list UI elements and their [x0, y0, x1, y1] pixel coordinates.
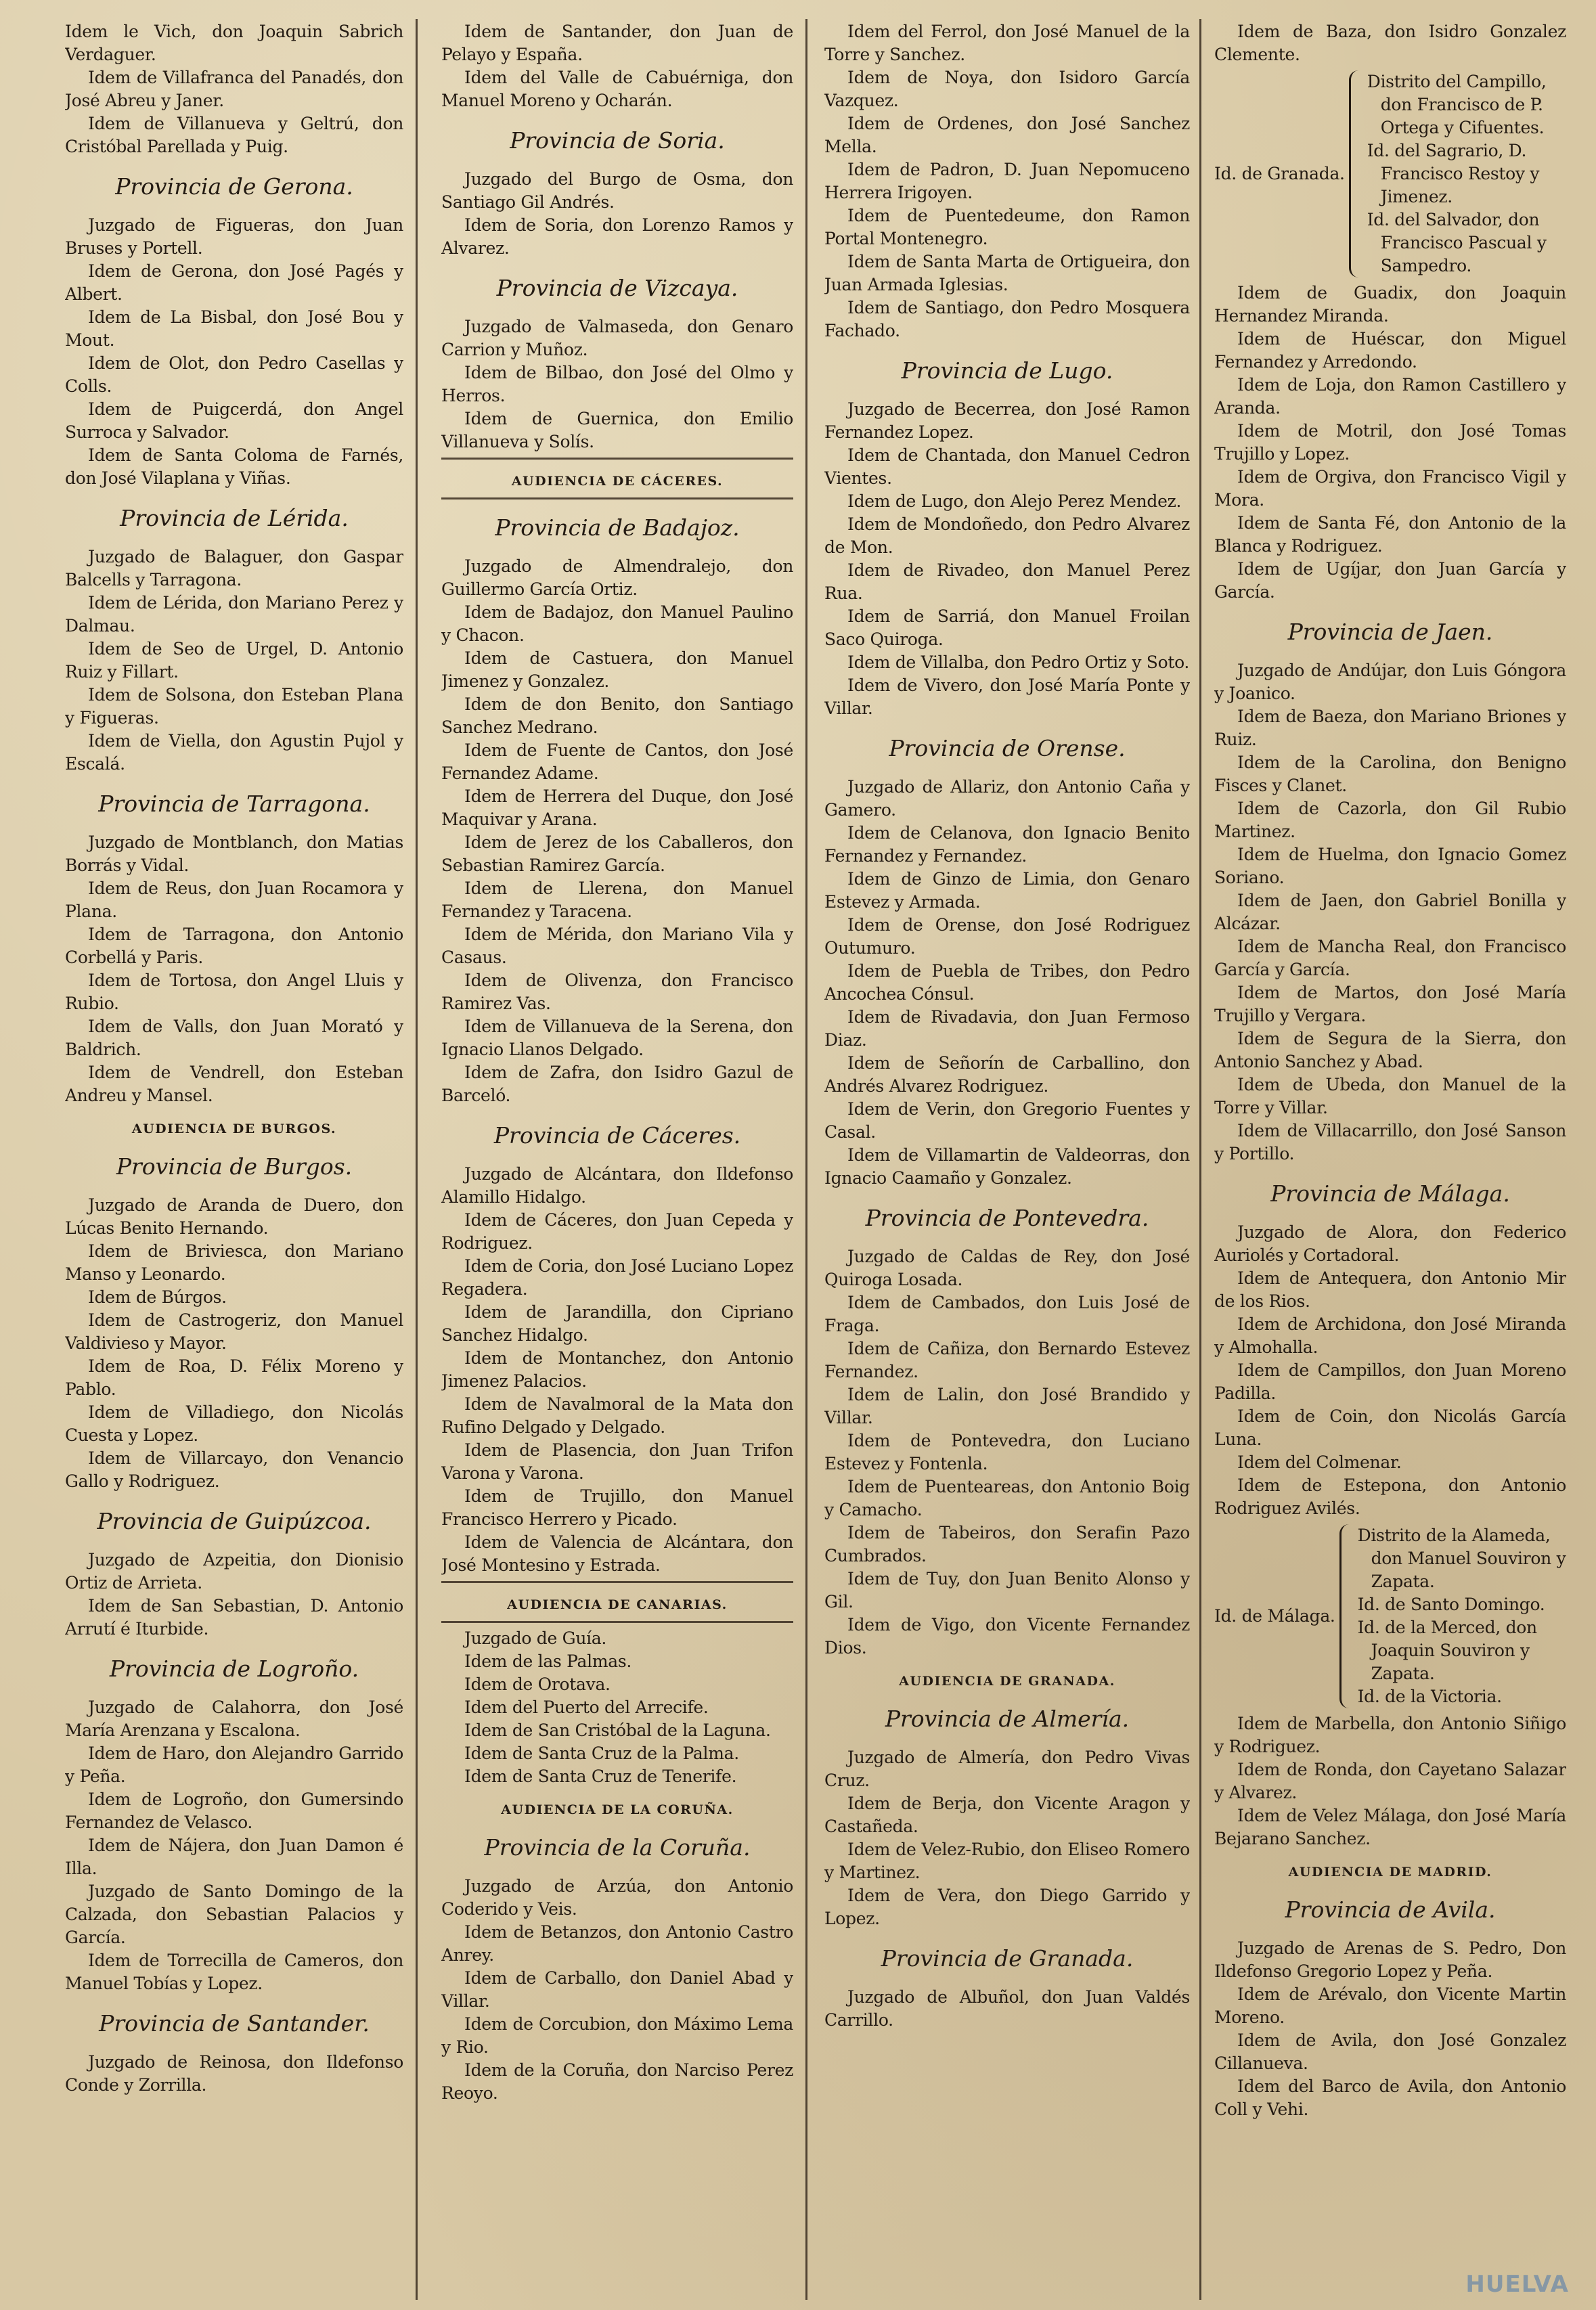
court-entry: Idem de Mondoñedo, don Pedro Alvarez de Mon. — [824, 514, 1190, 557]
court-entry: Idem de Celanova, don Ignacio Benito Fernandez y Fernandez. — [824, 823, 1190, 866]
district-list — [1367, 70, 1566, 277]
court-entry: Idem del Barco de Avila, don Antonio Coll y Vehi. — [1214, 2076, 1566, 2119]
court-entry: Juzgado de Almendralejo, don Guillermo García Ortiz. — [441, 556, 793, 599]
court-entry: Idem de Llerena, don Manuel Fernandez y Taracena. — [441, 879, 793, 921]
court-entry: Idem de las Palmas. — [464, 1651, 632, 1671]
court-entry: Juzgado de Allariz, don Antonio Caña y Gamero. — [824, 777, 1190, 820]
court-entry: Juzgado de Balaguer, don Gaspar Balcells y Tarragona. — [65, 547, 403, 590]
district-group — [1214, 70, 1566, 277]
court-entry: Idem de Segura de la Sierra, don Antonio Sanchez y Abad. — [1214, 1029, 1566, 1071]
court-entry: Idem de Villadiego, don Nicolás Cuesta y Lopez. — [65, 1402, 403, 1445]
court-entry: Idem de Herrera del Duque, don José Maquivar y Arana. — [441, 786, 793, 829]
court-entry: Idem de Villanueva y Geltrú, don Cristóbal Parellada y Puig. — [65, 114, 403, 156]
province-heading: Provincia de Santander. — [99, 2010, 370, 2037]
court-entry: Idem de Tabeiros, don Serafin Pazo Cumbrados. — [824, 1523, 1190, 1565]
court-entry: Idem de Reus, don Juan Rocamora y Plana. — [65, 879, 403, 921]
court-entry: Idem de Valencia de Alcántara, don José Montesino y Estrada. — [441, 1532, 793, 1575]
court-entry: Idem de Huéscar, don Miguel Fernandez y Arredondo. — [1214, 329, 1566, 372]
audiencia-heading: AUDIENCIA DE CANARIAS. — [507, 1597, 728, 1612]
court-entry: Idem de Villarcayo, don Venancio Gallo y Rodriguez. — [65, 1448, 403, 1491]
province-heading: Provincia de Orense. — [889, 735, 1126, 761]
court-entry: Idem le Vich, don Joaquin Sabrich Verdaguer. — [65, 22, 403, 64]
court-entry: Idem de Velez Málaga, don José María Bejarano Sanchez. — [1214, 1806, 1566, 1848]
column-rule — [416, 19, 418, 2300]
court-entry: Idem de Marbella, don Antonio Siñigo y Rodriguez. — [1214, 1714, 1566, 1756]
province-heading: Provincia de Málaga. — [1270, 1180, 1510, 1207]
court-entry: Idem de Bilbao, don José del Olmo y Herros. — [441, 363, 793, 405]
court-entry: Idem de Jerez de los Caballeros, don Sebastian Ramirez García. — [441, 832, 793, 875]
province-heading: Provincia de Soria. — [510, 127, 725, 154]
court-entry: Idem de Trujillo, don Manuel Francisco Herrero y Picado. — [441, 1486, 793, 1529]
court-entry: Idem de Olot, don Pedro Casellas y Colls. — [65, 353, 403, 396]
court-entry: Idem de Carballo, don Daniel Abad y Villar. — [441, 1968, 793, 2011]
court-entry: Idem de Seo de Urgel, D. Antonio Ruiz y Fillart. — [65, 639, 403, 682]
district-entry: Id. del Salvador, don Francisco Pascual y Sampedro. — [1367, 210, 1547, 275]
district-entry: Id. del Sagrario, D. Francisco Restoy y Jimenez. — [1367, 141, 1540, 206]
court-entry: Idem de Berja, don Vicente Aragon y Castañeda. — [824, 1794, 1190, 1836]
court-entry: Juzgado de Caldas de Rey, don José Quiroga Losada. — [824, 1247, 1190, 1289]
court-entry: Idem de Santa Cruz de Tenerife. — [464, 1767, 737, 1786]
court-entry: Idem de Puentedeume, don Ramon Portal Montenegro. — [824, 206, 1190, 248]
court-entry: Idem de Castuera, don Manuel Jimenez y Gonzalez. — [441, 648, 793, 691]
text-column-3 — [824, 20, 1190, 2301]
court-entry: Idem de Santa Coloma de Farnés, don José Vilaplana y Viñas. — [65, 445, 403, 488]
court-entry: Idem de Viella, don Agustin Pujol y Escalá. — [65, 731, 403, 774]
court-entry: Idem de Solsona, don Esteban Plana y Figueras. — [65, 685, 403, 728]
court-entry: Idem de Loja, don Ramon Castillero y Aranda. — [1214, 375, 1566, 418]
court-entry: Idem de Briviesca, don Mariano Manso y Leonardo. — [65, 1241, 403, 1284]
court-entry: Juzgado de Reinosa, don Ildefonso Conde y Zorrilla. — [65, 2052, 403, 2095]
court-entry: Idem de Puenteareas, don Antonio Boig y Camacho. — [824, 1477, 1190, 1519]
court-entry: Juzgado de Almería, don Pedro Vivas Cruz. — [824, 1748, 1190, 1790]
section-rule — [441, 458, 793, 460]
court-entry: Idem de Roa, D. Félix Moreno y Pablo. — [65, 1356, 403, 1399]
court-entry: Idem de San Sebastian, D. Antonio Arrutí é Iturbide. — [65, 1596, 403, 1639]
court-entry: Juzgado de Montblanch, don Matias Borrás y Vidal. — [65, 832, 403, 875]
province-heading: Provincia de Cáceres. — [493, 1122, 741, 1149]
court-entry: Idem de Arévalo, don Vicente Martin Moreno. — [1214, 1984, 1566, 2027]
court-entry: Idem de Campillos, don Juan Moreno Padilla. — [1214, 1360, 1566, 1403]
court-entry: Idem de Vendrell, don Esteban Andreu y Mansel. — [65, 1063, 403, 1105]
court-entry: Idem del Valle de Cabuérniga, don Manuel Moreno y Ocharán. — [441, 68, 793, 110]
court-entry: Idem de Lérida, don Mariano Perez y Dalmau. — [65, 593, 403, 636]
district-entry: Id. de la Victoria. — [1357, 1687, 1502, 1706]
court-entry: Idem de Plasencia, don Juan Trifon Varona y Varona. — [441, 1440, 793, 1483]
court-entry: Idem de Puigcerdá, don Angel Surroca y Salvador. — [65, 399, 403, 442]
court-entry: Idem del Colmenar. — [1237, 1452, 1402, 1472]
column-rule — [805, 19, 807, 2300]
court-entry: Idem de Búrgos. — [88, 1287, 227, 1307]
court-entry: Juzgado de Santo Domingo de la Calzada, don Sebastian Palacios y García. — [65, 1882, 403, 1947]
court-entry: Idem de Santander, don Juan de Pelayo y España. — [441, 22, 793, 64]
court-entry: Idem de Corcubion, don Máximo Lema y Rio. — [441, 2014, 793, 2057]
court-entry: Juzgado de Alora, don Federico Auriolés y Cortadoral. — [1214, 1222, 1566, 1265]
court-entry: Idem de Ginzo de Limia, don Genaro Estevez y Armada. — [824, 869, 1190, 912]
court-entry: Juzgado de Azpeitia, don Dionisio Ortiz de Arrieta. — [65, 1550, 403, 1593]
court-entry: Idem de Jaen, don Gabriel Bonilla y Alcázar. — [1214, 891, 1566, 933]
court-entry: Idem de Huelma, don Ignacio Gomez Soriano. — [1214, 845, 1566, 887]
section-rule — [441, 1621, 793, 1623]
court-entry: Idem de Soria, don Lorenzo Ramos y Alvarez. — [441, 215, 793, 258]
court-entry: Idem de Tarragona, don Antonio Corbellá y Paris. — [65, 925, 403, 967]
province-heading: Provincia de Avila. — [1285, 1896, 1496, 1923]
court-entry: Idem de Navalmoral de la Mata don Rufino Delgado y Delgado. — [441, 1394, 793, 1437]
court-entry: Idem de Mérida, don Mariano Vila y Casaus. — [441, 925, 793, 967]
court-entry: Idem de Ronda, don Cayetano Salazar y Alvarez. — [1214, 1760, 1566, 1802]
court-entry: Idem de Santa Fé, don Antonio de la Blanca y Rodriguez. — [1214, 513, 1566, 556]
court-entry: Idem de Padron, D. Juan Nepomuceno Herrera Irigoyen. — [824, 160, 1190, 202]
court-entry: Idem del Ferrol, don José Manuel de la Torre y Sanchez. — [824, 22, 1190, 64]
province-heading: Provincia de Gerona. — [115, 173, 353, 200]
district-entry: Id. de la Merced, don Joaquin Souviron y Zapata. — [1357, 1618, 1537, 1683]
district-entry: Distrito del Campillo, don Francisco de P. Ortega y Cifuentes. — [1367, 72, 1547, 137]
text-column-4 — [1214, 20, 1566, 2301]
province-heading: Provincia de Jaen. — [1287, 619, 1493, 645]
court-entry: Idem de Vivero, don José María Ponte y Villar. — [824, 675, 1190, 718]
court-entry: Idem de Guernica, don Emilio Villanueva y Solís. — [441, 409, 793, 451]
court-entry: Juzgado de Valmaseda, don Genaro Carrion y Muñoz. — [441, 317, 793, 359]
court-entry: Idem de Badajoz, don Manuel Paulino y Chacon. — [441, 602, 793, 645]
archive-stamp: HUELVA — [1465, 2271, 1569, 2298]
court-entry: Idem de Mancha Real, don Francisco García y García. — [1214, 937, 1566, 979]
province-heading: Provincia de Vizcaya. — [496, 275, 738, 301]
court-entry: Idem de Cáceres, don Juan Cepeda y Rodriguez. — [441, 1210, 793, 1253]
province-heading: Provincia de Badajoz. — [495, 514, 740, 541]
court-entry: Idem de Guadix, don Joaquin Hernandez Miranda. — [1214, 283, 1566, 326]
court-entry: Idem de Avila, don José Gonzalez Cillanueva. — [1214, 2030, 1566, 2073]
province-heading: Provincia de la Coruña. — [484, 1834, 751, 1861]
brace — [1349, 70, 1363, 277]
court-entry: Idem de Villanueva de la Serena, don Ignacio Llanos Delgado. — [441, 1017, 793, 1059]
court-entry: Idem de Betanzos, don Antonio Castro Anrey. — [441, 1922, 793, 1965]
court-entry: Idem de Chantada, don Manuel Cedron Vientes. — [824, 445, 1190, 488]
court-entry: Idem de la Carolina, don Benigno Fisces y Clanet. — [1214, 753, 1566, 795]
court-entry: Idem de Pontevedra, don Luciano Estevez y Fontenla. — [824, 1431, 1190, 1473]
court-entry: Idem de la Coruña, don Narciso Perez Reoyo. — [441, 2060, 793, 2103]
court-entry: Idem de Santa Cruz de la Palma. — [464, 1743, 739, 1763]
province-heading: Provincia de Lugo. — [901, 357, 1113, 384]
court-entry: Idem de Torrecilla de Cameros, don Manuel Tobías y Lopez. — [65, 1951, 403, 1993]
court-entry: Idem de Villamartin de Valdeorras, don Ignacio Caamaño y Gonzalez. — [824, 1145, 1190, 1188]
court-entry: Idem de Gerona, don José Pagés y Albert. — [65, 261, 403, 304]
province-heading: Provincia de Guipúzcoa. — [97, 1508, 372, 1534]
court-entry: Idem de Rivadavia, don Juan Fermoso Diaz. — [824, 1007, 1190, 1050]
section-rule — [441, 497, 793, 499]
court-entry: Idem de Zafra, don Isidro Gazul de Barceló. — [441, 1063, 793, 1105]
audiencia-heading: AUDIENCIA DE BURGOS. — [131, 1121, 337, 1136]
court-entry: Idem de San Cristóbal de la Laguna. — [464, 1720, 771, 1740]
court-entry: Idem del Puerto del Arrecife. — [464, 1697, 709, 1717]
audiencia-heading: AUDIENCIA DE CÁCERES. — [511, 474, 724, 489]
court-entry: Idem de Cazorla, don Gil Rubio Martinez. — [1214, 799, 1566, 841]
court-entry: Idem de Vera, don Diego Garrido y Lopez. — [824, 1886, 1190, 1928]
court-entry: Idem de Lugo, don Alejo Perez Mendez. — [847, 491, 1182, 511]
province-heading: Provincia de Lérida. — [120, 505, 349, 531]
audiencia-heading: AUDIENCIA DE MADRID. — [1288, 1865, 1492, 1880]
court-entry: Idem de Ordenes, don José Sanchez Mella. — [824, 114, 1190, 156]
court-entry: Idem de don Benito, don Santiago Sanchez Medrano. — [441, 694, 793, 737]
court-entry: Idem de Ubeda, don Manuel de la Torre y Villar. — [1214, 1075, 1566, 1117]
court-entry: Idem de Haro, don Alejandro Garrido y Peña. — [65, 1743, 403, 1786]
text-column-1 — [65, 20, 403, 2301]
district-group-label: Id. de Granada. — [1214, 164, 1345, 183]
district-group — [1214, 1524, 1566, 1708]
province-heading: Provincia de Burgos. — [116, 1153, 353, 1180]
court-entry: Idem de Coin, don Nicolás García Luna. — [1214, 1406, 1566, 1449]
court-entry: Idem de La Bisbal, don José Bou y Mout. — [65, 307, 403, 350]
court-entry: Idem de Baza, don Isidro Gonzalez Clemente. — [1214, 22, 1566, 64]
court-entry: Idem de Vigo, don Vicente Fernandez Dios. — [824, 1615, 1190, 1658]
court-entry: Idem de Tuy, don Juan Benito Alonso y Gil. — [824, 1569, 1190, 1612]
court-entry: Idem de Ugíjar, don Juan García y García. — [1214, 559, 1566, 602]
court-entry: Idem de Puebla de Tribes, don Pedro Ancochea Cónsul. — [824, 961, 1190, 1004]
audiencia-heading: AUDIENCIA DE LA CORUÑA. — [501, 1802, 734, 1817]
court-entry: Idem de Orense, don José Rodriguez Outumuro. — [824, 915, 1190, 958]
district-entry: Distrito de la Alameda, don Manuel Souviron y Zapata. — [1357, 1526, 1566, 1591]
court-entry: Idem de Antequera, don Antonio Mir de los Rios. — [1214, 1268, 1566, 1311]
court-entry: Idem de Olivenza, don Francisco Ramirez Vas. — [441, 971, 793, 1013]
court-entry: Idem de Castrogeriz, don Manuel Valdivieso y Mayor. — [65, 1310, 403, 1353]
court-entry: Idem de Cambados, don Luis José de Fraga. — [824, 1293, 1190, 1335]
court-entry: Idem de Villafranca del Panadés, don José Abreu y Janer. — [65, 68, 403, 110]
court-entry: Idem de Nájera, don Juan Damon é Illa. — [65, 1836, 403, 1878]
court-entry: Idem de Verin, don Gregorio Fuentes y Casal. — [824, 1099, 1190, 1142]
province-heading: Provincia de Logroño. — [109, 1656, 359, 1682]
court-entry: Idem de Lalin, don José Brandido y Villar. — [824, 1385, 1190, 1427]
province-heading: Provincia de Tarragona. — [98, 791, 370, 817]
court-entry: Idem de Motril, don José Tomas Trujillo y Lopez. — [1214, 421, 1566, 464]
court-entry: Idem de Santiago, don Pedro Mosquera Fachado. — [824, 298, 1190, 340]
court-entry: Juzgado de Albuñol, don Juan Valdés Carrillo. — [824, 1987, 1190, 2030]
court-entry: Juzgado de Arenas de S. Pedro, Don Ildefonso Gregorio Lopez y Peña. — [1214, 1938, 1566, 1981]
court-entry: Idem de Baeza, don Mariano Briones y Ruiz. — [1214, 707, 1566, 749]
court-entry: Idem de Jarandilla, don Cipriano Sanchez Hidalgo. — [441, 1302, 793, 1345]
court-entry: Juzgado de Figueras, don Juan Bruses y Portell. — [65, 215, 403, 258]
court-entry: Juzgado de Guía. — [464, 1628, 607, 1648]
court-entry: Idem de Cañiza, don Bernardo Estevez Fernandez. — [824, 1339, 1190, 1381]
province-heading: Provincia de Granada. — [881, 1945, 1134, 1972]
province-heading: Provincia de Almería. — [885, 1706, 1130, 1732]
court-entry: Idem de Señorín de Carballino, don Andrés Alvarez Rodriguez. — [824, 1053, 1190, 1096]
court-entry: Idem de Santa Marta de Ortigueira, don Juan Armada Iglesias. — [824, 252, 1190, 294]
court-entry: Juzgado de Calahorra, don José María Arenzana y Escalona. — [65, 1697, 403, 1740]
court-entry: Juzgado de Alcántara, don Ildefonso Alamillo Hidalgo. — [441, 1164, 793, 1207]
province-heading: Provincia de Pontevedra. — [865, 1205, 1149, 1231]
court-entry: Juzgado de Aranda de Duero, don Lúcas Benito Hernando. — [65, 1195, 403, 1238]
court-entry: Idem de Fuente de Cantos, don José Fernandez Adame. — [441, 740, 793, 783]
court-entry: Idem de Martos, don José María Trujillo y Vergara. — [1214, 983, 1566, 1025]
court-entry: Idem de Montanchez, don Antonio Jimenez Palacios. — [441, 1348, 793, 1391]
court-entry: Idem de Noya, don Isidoro García Vazquez. — [824, 68, 1190, 110]
section-rule — [441, 1581, 793, 1583]
court-entry: Idem de Estepona, don Antonio Rodriguez Avilés. — [1214, 1475, 1566, 1518]
court-entry: Idem de Villalba, don Pedro Ortiz y Soto. — [847, 652, 1190, 672]
court-entry: Idem de Archidona, don José Miranda y Almohalla. — [1214, 1314, 1566, 1357]
court-entry: Idem de Valls, don Juan Morató y Baldrich. — [65, 1017, 403, 1059]
text-column-2 — [441, 20, 793, 2301]
court-entry: Idem de Sarriá, don Manuel Froilan Saco Quiroga. — [824, 606, 1190, 649]
audiencia-heading: AUDIENCIA DE GRANADA. — [899, 1674, 1115, 1689]
brace — [1339, 1524, 1354, 1708]
district-list — [1358, 1524, 1566, 1708]
court-entry: Juzgado de Arzúa, don Antonio Coderido y Veis. — [441, 1876, 793, 1919]
court-entry: Idem de Rivadeo, don Manuel Perez Rua. — [824, 560, 1190, 603]
court-entry: Juzgado del Burgo de Osma, don Santiago Gil Andrés. — [441, 169, 793, 212]
court-entry: Juzgado de Becerrea, don José Ramon Fernandez Lopez. — [824, 399, 1190, 442]
court-entry: Idem de Logroño, don Gumersindo Fernandez de Velasco. — [65, 1790, 403, 1832]
court-entry: Idem de Villacarrillo, don José Sanson y Portillo. — [1214, 1121, 1566, 1163]
court-entry: Idem de Orgiva, don Francisco Vigil y Mora. — [1214, 467, 1566, 510]
court-entry: Idem de Coria, don José Luciano Lopez Regadera. — [441, 1256, 793, 1299]
district-entry: Id. de Santo Domingo. — [1357, 1595, 1545, 1614]
district-group-label: Id. de Málaga. — [1214, 1606, 1335, 1626]
court-entry: Idem de Velez-Rubio, don Eliseo Romero y Martinez. — [824, 1840, 1190, 1882]
court-entry: Juzgado de Andújar, don Luis Góngora y Joanico. — [1214, 661, 1566, 703]
court-entry: Idem de Tortosa, don Angel Lluis y Rubio. — [65, 971, 403, 1013]
court-entry: Idem de Orotava. — [464, 1674, 611, 1694]
column-rule — [1199, 19, 1201, 2300]
